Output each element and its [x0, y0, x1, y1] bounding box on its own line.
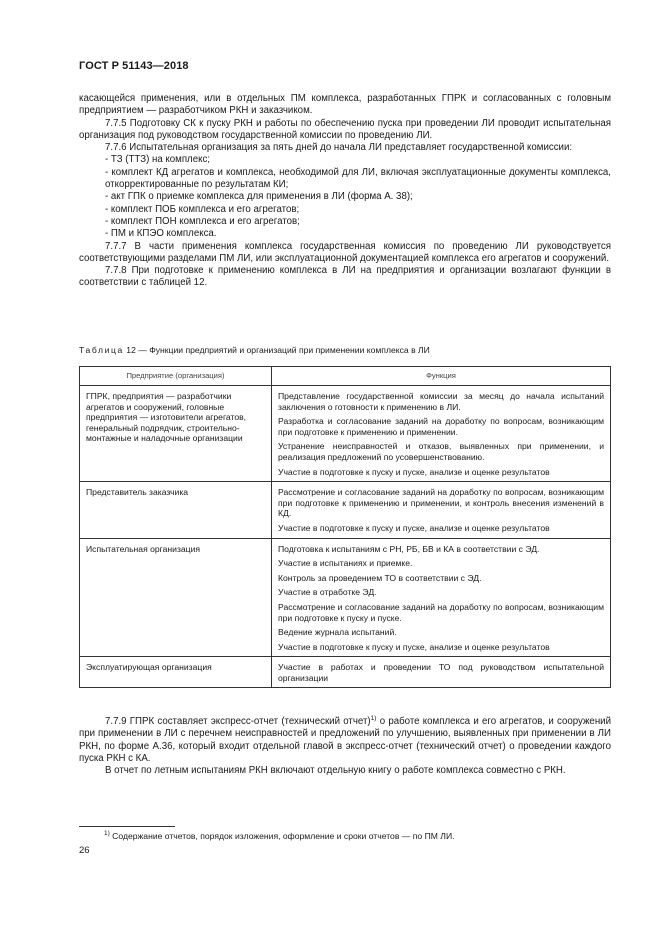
paragraph-7-7-7: 7.7.7 В части применения комплекса государственная комиссия по проведению ЛИ руководствуется соответствующими разделами ПМ ЛИ, или эксплуатационной документацией комплекса его агрегатов и сооружений. — [79, 240, 611, 264]
footnote — [104, 831, 455, 842]
table-caption-prefix: Таблица — [79, 345, 124, 355]
function-cell — [272, 386, 611, 482]
function-item: Ведение журнала испытаний. — [278, 627, 397, 638]
function-item: Рассмотрение и согласование заданий на доработку по вопросам, возникающим при подготовке к пуску и пуске. — [278, 601, 604, 623]
standard-header: ГОСТ Р 51143—2018 — [79, 60, 189, 72]
function-item: Участие в подготовке к пуску и пуске, анализе и оценке результатов — [278, 466, 550, 477]
function-item: Контроль за проведением ТО в соответствии с ЭД. — [278, 572, 482, 583]
list-item: - комплект ПОБ комплекса и его агрегатов; — [105, 203, 300, 215]
functions-table — [79, 366, 611, 688]
function-cell — [272, 538, 611, 657]
after-table-section — [79, 716, 611, 777]
footnote-text: Содержание отчетов, порядок изложения, оформление и сроки отчетов — по ПМ ЛИ. — [109, 831, 455, 841]
page-number: 26 — [79, 845, 90, 856]
report-paragraph: В отчет по летным испытаниям РКН включают отдельную книгу о работе комплекса совместно с РКН. — [105, 765, 566, 777]
table-header-row — [80, 367, 611, 386]
organization-cell: Эксплуатирующая организация — [80, 657, 272, 688]
footnote-mark: 1) — [104, 830, 110, 838]
column-header-organization: Предприятие (организация) — [80, 367, 272, 386]
paragraph-7-7-6: 7.7.6 Испытательная организация за пять дней до начала ЛИ представляет государственной комиссии: — [105, 142, 573, 154]
function-cell — [272, 657, 611, 688]
function-item: Рассмотрение и согласование заданий на доработку по вопросам, возникающим при подготовке к применению и применении, и контроль внесения изменений в КД. — [278, 487, 604, 519]
table-caption — [79, 345, 430, 356]
function-item: Подготовка к испытаниям с РН, РБ, БВ и КА в соответствии с ЭД. — [278, 543, 540, 554]
table-row — [80, 657, 611, 688]
table-row — [80, 538, 611, 657]
footnote-reference: 1) — [370, 714, 377, 722]
function-cell — [272, 482, 611, 538]
table-row — [80, 386, 611, 482]
column-header-function: Функция — [272, 367, 611, 386]
list-item: - ПМ и КПЭО комплекса. — [105, 228, 217, 240]
table-row — [80, 482, 611, 538]
function-item: Участие в подготовке к пуску и пуске, анализе и оценке результатов — [278, 522, 550, 533]
paragraph-7-7-5: 7.7.5 Подготовку СК к пуску РКН и работы по обеспечению пуска при проведении ЛИ проводит испытательная организация под руководством государственной комиссии по проведению ЛИ. — [79, 117, 611, 141]
organization-cell: Представитель заказчика — [80, 482, 272, 538]
function-item: Участие в отработке ЭД. — [278, 587, 377, 598]
function-item: Устранение неисправностей и отказов, выявленных при применении, и реализация предложений по усовершенствованию. — [278, 441, 604, 462]
table-caption-text: 12 — Функции предприятий и организаций при применении комплекса в ЛИ — [123, 345, 430, 355]
organization-cell: ГПРК, предприятия — разработчики агрегатов и сооружений, головные предприятия — изготовители агрегатов, генеральный подрядчик, строительно-монтажные и наладочные организации — [80, 386, 272, 482]
footnote-divider — [79, 826, 175, 827]
function-item: Участие в испытаниях и приемке. — [278, 558, 413, 569]
list-item: - комплект ПОН комплекса и его агрегатов; — [105, 215, 300, 227]
function-item: Участие в работах и проведении ТО под руководством испытательной организации — [278, 662, 604, 683]
continued-paragraph: касающейся применения, или в отдельных ПМ комплекса, разработанных ГПРК и согласованных с головным предприятием — разработчиком РКН и заказчиком. — [79, 93, 611, 117]
list-item: - ТЗ (ТТЗ) на комплекс; — [105, 154, 210, 166]
function-item: Разработка и согласование заданий на доработку по вопросам, возникающим при подготовке к применению и применении. — [278, 416, 604, 437]
function-item: Представление государственной комиссии за месяц до начала испытаний заключения о готовности к применению в ЛИ. — [278, 391, 604, 412]
paragraph-7-7-9 — [79, 716, 611, 765]
paragraph-7-7-8: 7.7.8 При подготовке к применению комплекса в ЛИ на предприятия и организации возлагают функции в соответствии с таблицей 12. — [79, 265, 611, 289]
list-item: - комплект КД агрегатов и комплекса, необходимой для ЛИ, включая эксплуатационные документы комплекса, откорректированные по результатам КИ; — [105, 166, 611, 191]
intro-section — [79, 93, 611, 290]
paragraph-7-7-9-end: о работе комплекса и его агрегатов, и сооружений при применении в ЛИ с перечнем неисправностей и предложений по улучшению, выявленных при применении в ЛИ РКН, по форме А.36, который входит отдельной главой в экспресс-отчет (технический отчет) о проведении каждого пуска РКН с КА. — [79, 716, 611, 764]
organization-cell: Испытательная организация — [80, 538, 272, 657]
list-item: - акт ГПК о приемке комплекса для применения в ЛИ (форма А. 38); — [105, 191, 413, 203]
paragraph-7-7-9-start: 7.7.9 ГПРК составляет экспресс-отчет (технический отчет) — [105, 716, 371, 727]
function-item: Участие в подготовке к пуску и пуске, анализе и оценке результатов — [278, 641, 550, 652]
